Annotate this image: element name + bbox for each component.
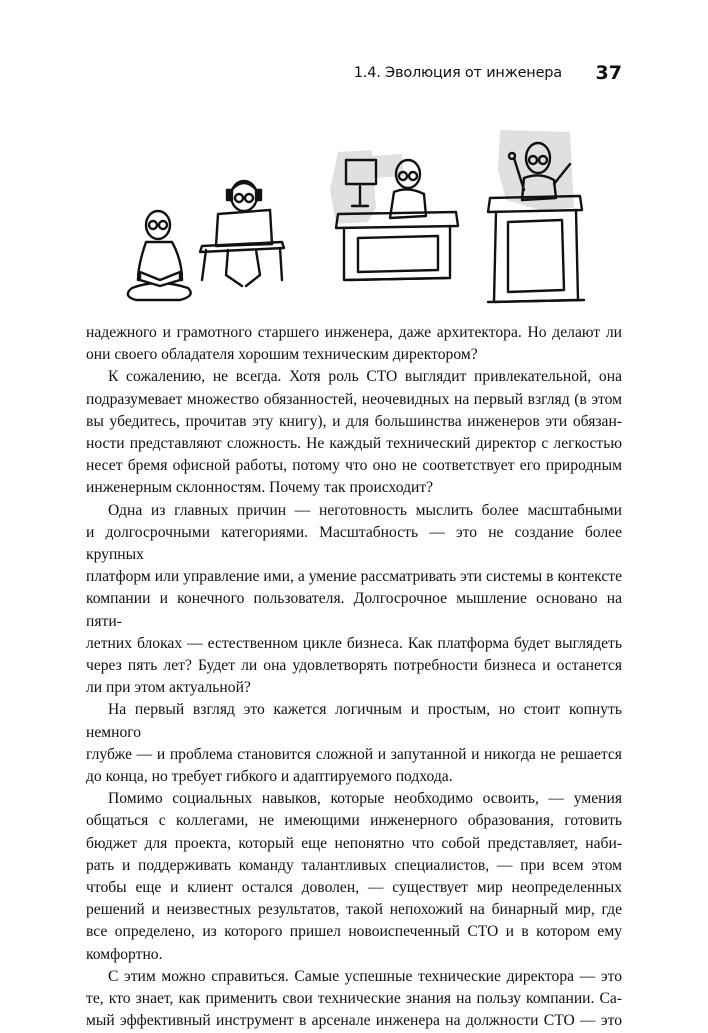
paragraph-5-line-8: комфортно. [86,945,163,963]
reading-person-icon [128,211,191,300]
career-evolution-illustration [110,130,610,318]
paragraph-4-line-1: На первый взгляд это кажется логичным и простым, но стоит копнуть немного [86,701,622,741]
paragraph-2-line-2: подразумевает множество обязанностей, неочевидных на первый взгляд (в этом [86,390,622,408]
paragraph-6-line-2: те, кто знает, как применить свои технические знания на пользу компании. Са- [86,990,622,1008]
paragraph-2-line-6: инженерным склонностям. Почему так происходит? [86,479,434,497]
paragraph-5-line-3: бюджет для проекта, который еще непонятно что собой представляет, наби- [86,834,622,852]
paragraph-3-line-5: летних блоках — естественном цикле бизнеса. Как платформа будет выглядеть [86,634,622,652]
paragraph-5-line-2: общаться с коллегами, не имеющими инженерного образования, готовить [86,812,622,830]
paragraph-1-line-2: они своего обладателя хорошим техническим директором? [86,346,478,364]
paragraph-1-line-1: надежного и грамотного старшего инженера, даже архитектора. Но делают ли [86,324,622,341]
paragraph-3-line-6: через пять лет? Будет ли она удовлетворять потребности бизнеса и останется [86,657,622,675]
paragraph-5-line-6: решений и неизвестных результатов, такой непохожий на бинарный мир, где [86,901,622,919]
paragraph-6-line-3: мый эффективный инструмент в арсенале инженера на должности CTO — это [86,1012,622,1030]
paragraph-5-line-5: чтобы еще и клиент остался доволен, — существует мир неопределенных [86,879,622,897]
page-number: 37 [595,62,622,84]
paragraph-3-line-3: платформ или управление ими, а умение рассматривать эти системы в контексте [86,568,622,586]
paragraph-2-line-5: несет бремя офисной работы, потому что оно не соответствует его природным [86,457,622,475]
paragraph-3-line-7: ли при этом актуальной? [86,679,251,697]
body-text [86,322,622,1033]
running-header [86,62,622,86]
paragraph-3-line-1: Одна из главных причин — неготовность мыслить более масштабными [108,501,622,519]
section-title: 1.4. Эволюция от инженера [353,65,562,81]
paragraph-2-line-1: К сожалению, не всегда. Хотя роль CTO выглядит привлекательной, она [108,368,622,386]
paragraph-5-line-1: Помимо социальных навыков, которые необходимо освоить, — умения [108,790,622,808]
paragraph-3-line-2: и долгосрочными категориями. Масштабность — это не создание более крупных [86,523,622,564]
paragraph-2-line-3: вы убедитесь, прочитав эту книгу), и для большинства инженеров эти обязан- [86,412,622,430]
engineer-laptop-icon [200,181,284,286]
paragraph-6-line-1: С этим можно справиться. Самые успешные технические директора — это [108,967,622,985]
paragraph-5-line-4: рать и поддерживать команду талантливых специалистов, — при всем этом [86,856,622,874]
paragraph-3-line-4: компании и конечного пользователя. Долгосрочное мышление основано на пяти- [86,590,622,630]
paragraph-4-line-2: глубже — и проблема становится сложной и запутанной и никогда не решается [86,745,622,763]
paragraph-4-line-3: до конца, но требует гибкого и адаптируемого подхода. [86,768,453,786]
paragraph-2-line-4: ности представляют сложность. Не каждый технический директор с легкостью [86,435,622,453]
paragraph-5-line-7: все определено, из которого пришел новоиспеченный CTO и в котором ему [86,923,622,941]
